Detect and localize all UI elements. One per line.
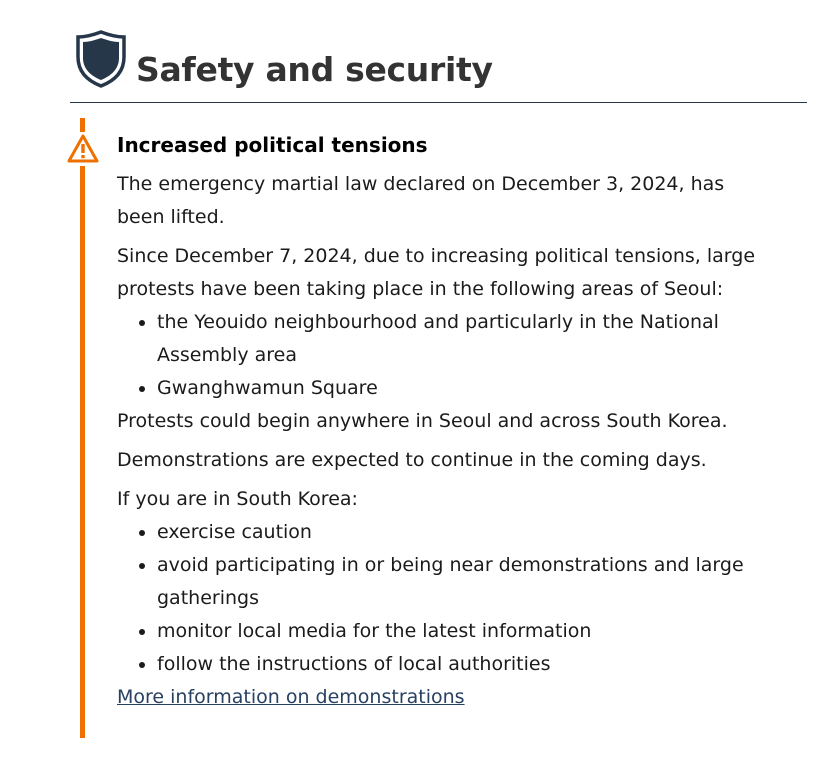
protest-areas-list <box>117 306 777 405</box>
list-item: • exercise caution <box>157 516 777 549</box>
alert-paragraph: Demonstrations are expected to continue in the coming days. <box>117 449 707 471</box>
list-item: • monitor local media for the latest information <box>157 615 777 648</box>
alert-paragraph: The emergency martial law declared on December 3, 2024, has been lifted. <box>117 173 725 228</box>
alert-paragraph: Protests could begin anywhere in Seoul and across South Korea. <box>117 410 728 432</box>
demonstrations-info-link[interactable]: More information on demonstrations <box>117 686 465 708</box>
advice-list <box>117 516 777 681</box>
page-title: Safety and security <box>136 50 493 89</box>
alert-title: Increased political tensions <box>117 133 428 157</box>
list-item: • the Yeouido neighbourhood and particularly in the National Assembly area <box>157 306 777 372</box>
list-item: • avoid participating in or being near demonstrations and large gatherings <box>157 549 777 615</box>
list-item: • follow the instructions of local authorities <box>157 648 777 681</box>
alert-body <box>117 128 777 714</box>
shield-icon <box>76 30 126 88</box>
alert-accent-bar <box>80 118 85 738</box>
alert-paragraph: If you are in South Korea: <box>117 488 358 510</box>
alert-paragraph: Since December 7, 2024, due to increasing political tensions, large protests have been taking place in the following areas of Seoul: <box>117 245 756 300</box>
warning-icon <box>66 132 100 166</box>
warning-alert <box>80 118 780 738</box>
section-heading <box>76 30 776 94</box>
heading-divider <box>70 102 807 103</box>
list-item: • Gwanghwamun Square <box>157 372 777 405</box>
